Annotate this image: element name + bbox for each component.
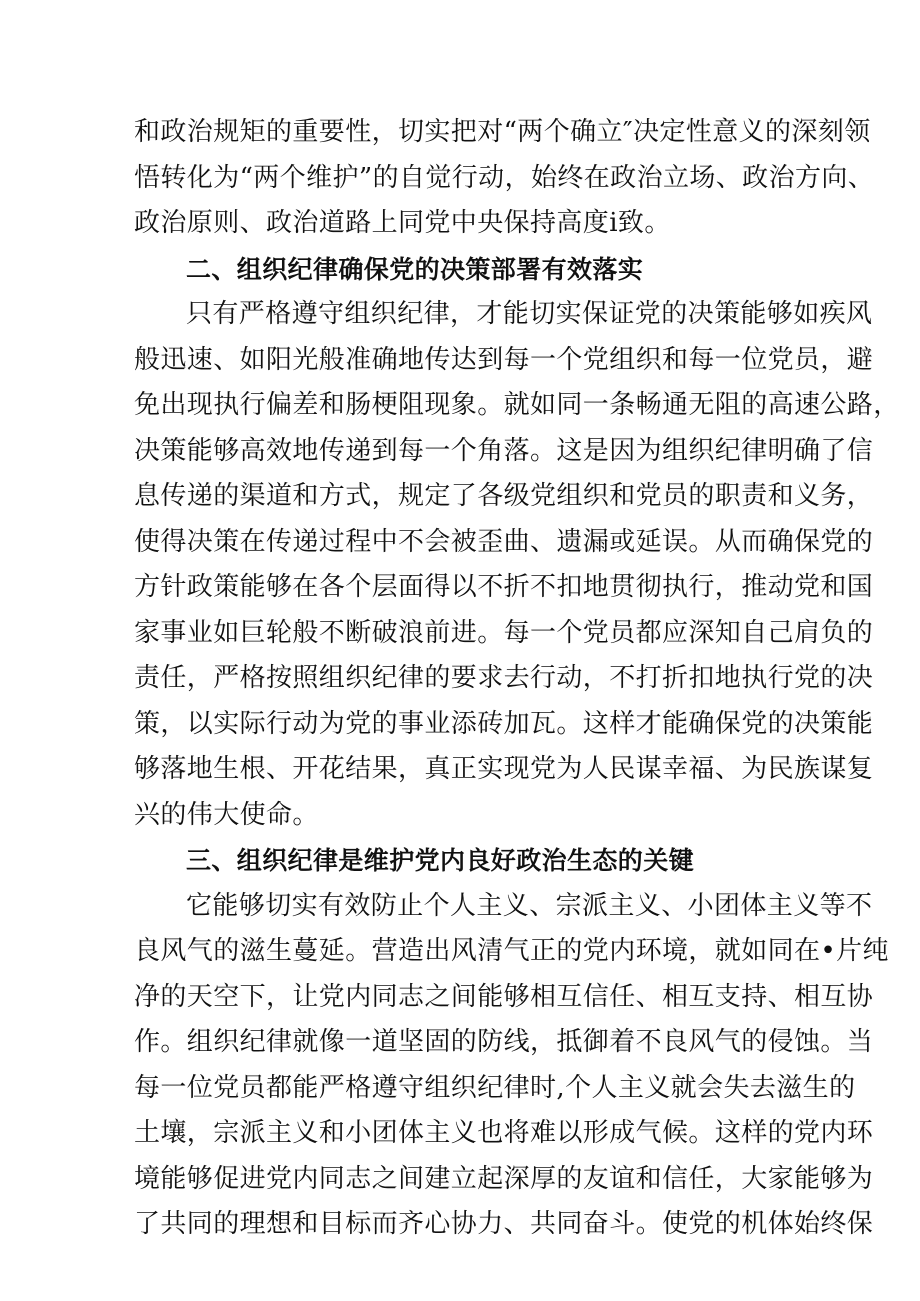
body-line: 决策能够高效地传递到每一个角落。这是因为组织纪律明确了信: [134, 435, 874, 466]
body-line: 良风气的滋生蔓延。营造出风清气正的党内环境，就如同在•片纯: [134, 936, 889, 966]
body-line: 策，以实际行动为党的事业添砖加瓦。这样才能确保党的决策能: [134, 708, 874, 739]
body-line: 够落地生根、开花结果，真正实现党为人民谋幸福、为民族谋复: [134, 754, 874, 784]
body-line: 息传递的渠道和方式，规定了各级党组织和党员的职责和义务，: [134, 481, 874, 511]
body-line: 兴的伟大使命。: [134, 799, 319, 830]
body-line: 净的天空下，让党内同志之间能够相互信任、相互支持、相互协: [134, 981, 874, 1012]
body-line: 般迅速、如阳光般准确地传达到每一个党组织和每一位党员，避: [134, 344, 874, 375]
section-heading-3: 三、组织纪律是维护党内良好政治生态的关键: [186, 846, 695, 875]
body-line: 责任，严格按照组织纪律的要求去行动，不打折扣地执行党的决: [134, 663, 874, 693]
body-line: 只有严格遵守组织纪律，才能切实保证党的决策能够如疾风: [186, 299, 873, 329]
body-line: 方针政策能够在各个层面得以不折不扣地贯彻执行，推动党和国: [134, 572, 874, 602]
body-line: 家事业如巨轮般不断破浪前进。每一个党员都应深知自己肩负的: [134, 617, 874, 648]
body-line: 悟转化为“两个维护”的自觉行动，始终在政治立场、政治方向、: [134, 162, 875, 193]
body-line: 和政治规矩的重要性，切实把对“两个确立″决定性意义的深刻领: [134, 117, 871, 147]
body-line: 了共同的理想和目标而齐心协力、共同奋斗。使党的机体始终保: [134, 1209, 874, 1239]
body-line: 它能够切实有效防止个人主义、宗派主义、小团体主义等不: [186, 890, 873, 921]
body-line: 每一位党员都能严格遵守组织纪律时,个人主义就会失去滋生的: [134, 1072, 856, 1103]
body-line: 境能够促进党内同志之间建立起深厚的友谊和信任，大家能够为: [134, 1163, 874, 1194]
body-line: 使得决策在传递过程中不会被歪曲、遗漏或延误。从而确保党的: [134, 526, 874, 557]
body-line: 土壤，宗派主义和小团体主义也将难以形成气候。这样的党内环: [134, 1118, 874, 1148]
body-line: 免出现执行偏差和肠梗阻现象。就如同一条畅通无阻的高速公路，: [134, 390, 900, 420]
section-heading-2: 二、组织纪律确保党的决策部署有效落实: [186, 254, 644, 284]
body-line: 作。组织纪律就像一道坚固的防线，抵御着不良风气的侵蚀。当: [134, 1027, 874, 1057]
body-line: 政治原则、政治道路上同党中央保持高度i致。: [134, 208, 671, 238]
document-body: [134, 110, 900, 1248]
